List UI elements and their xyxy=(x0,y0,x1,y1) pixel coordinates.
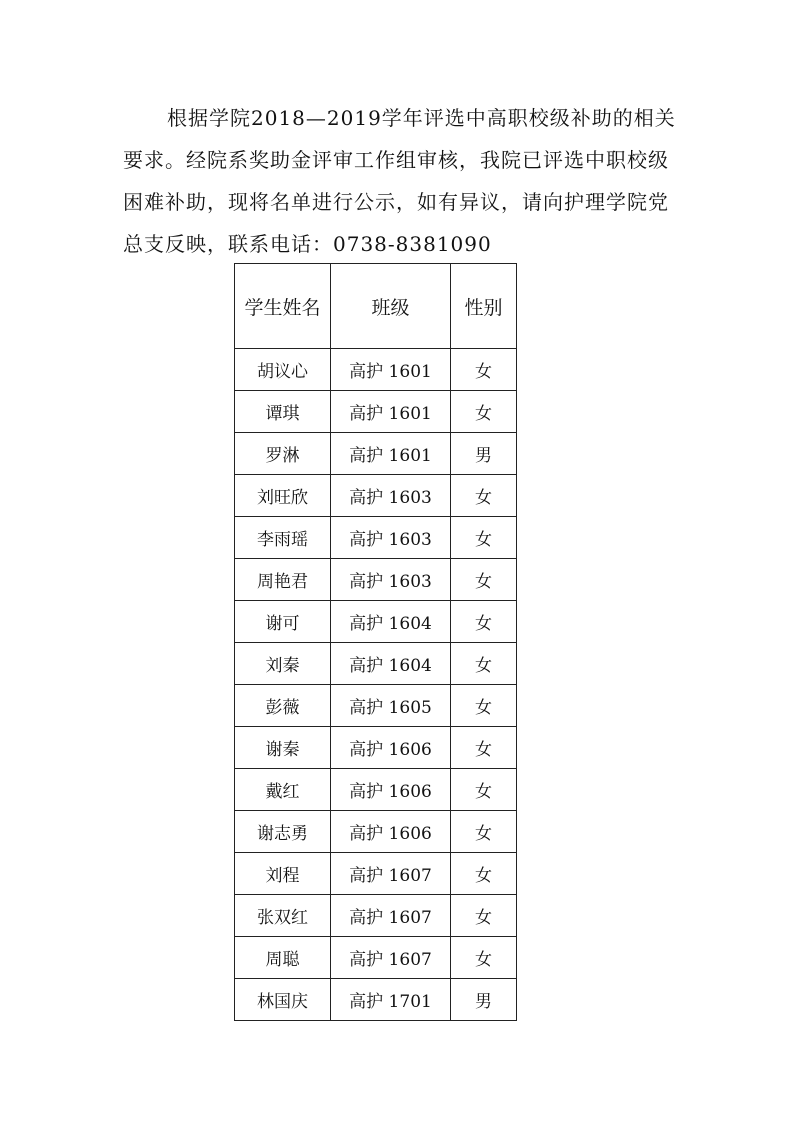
student-gender: 女 xyxy=(451,685,517,727)
student-class: 高护 1701 xyxy=(331,979,451,1021)
table-row xyxy=(235,559,517,601)
student-gender: 女 xyxy=(451,559,517,601)
student-name: 李雨瑶 xyxy=(235,517,331,559)
student-class: 高护 1601 xyxy=(331,349,451,391)
student-name: 谢秦 xyxy=(235,727,331,769)
student-class: 高护 1603 xyxy=(331,517,451,559)
student-gender: 女 xyxy=(451,475,517,517)
notice-line: 根据学院2018—2019学年评选中高职校级补助的相关 xyxy=(167,106,676,130)
student-name: 林国庆 xyxy=(235,979,331,1021)
student-class: 高护 1601 xyxy=(331,391,451,433)
student-gender: 男 xyxy=(451,979,517,1021)
table-row xyxy=(235,811,517,853)
student-gender: 女 xyxy=(451,601,517,643)
table-row xyxy=(235,937,517,979)
notice-line: 要求。经院系奖助金评审工作组审核，我院已评选中职校级 xyxy=(123,148,669,172)
table-row xyxy=(235,853,517,895)
notice-line: 总支反映，联系电话：0738-8381090 xyxy=(123,232,492,256)
student-list-table xyxy=(234,263,517,1021)
student-gender: 女 xyxy=(451,643,517,685)
student-name: 刘程 xyxy=(235,853,331,895)
student-name: 周聪 xyxy=(235,937,331,979)
table-row xyxy=(235,643,517,685)
student-class: 高护 1605 xyxy=(331,685,451,727)
student-class: 高护 1607 xyxy=(331,895,451,937)
student-name: 周艳君 xyxy=(235,559,331,601)
student-gender: 女 xyxy=(451,391,517,433)
student-name: 谢可 xyxy=(235,601,331,643)
student-class: 高护 1606 xyxy=(331,811,451,853)
student-name: 胡议心 xyxy=(235,349,331,391)
student-gender: 女 xyxy=(451,853,517,895)
header-class: 班级 xyxy=(331,264,451,349)
student-gender: 女 xyxy=(451,811,517,853)
table-row xyxy=(235,895,517,937)
student-name: 戴红 xyxy=(235,769,331,811)
table-row xyxy=(235,433,517,475)
student-gender: 女 xyxy=(451,517,517,559)
table-row xyxy=(235,727,517,769)
student-name: 罗淋 xyxy=(235,433,331,475)
student-class: 高护 1607 xyxy=(331,937,451,979)
header-student-name: 学生姓名 xyxy=(235,264,331,349)
student-gender: 女 xyxy=(451,937,517,979)
table-row xyxy=(235,601,517,643)
table-row xyxy=(235,517,517,559)
table-row xyxy=(235,979,517,1021)
student-class: 高护 1603 xyxy=(331,559,451,601)
student-name: 彭薇 xyxy=(235,685,331,727)
student-gender: 女 xyxy=(451,895,517,937)
student-class: 高护 1604 xyxy=(331,643,451,685)
student-name: 张双红 xyxy=(235,895,331,937)
table-row xyxy=(235,475,517,517)
student-class: 高护 1601 xyxy=(331,433,451,475)
student-gender: 女 xyxy=(451,349,517,391)
student-class: 高护 1603 xyxy=(331,475,451,517)
notice-paragraph xyxy=(123,97,683,265)
student-name: 谭琪 xyxy=(235,391,331,433)
student-name: 谢志勇 xyxy=(235,811,331,853)
table-header-row xyxy=(235,264,517,349)
header-gender: 性别 xyxy=(451,264,517,349)
notice-line: 困难补助，现将名单进行公示，如有异议，请向护理学院党 xyxy=(123,190,669,214)
table-row xyxy=(235,769,517,811)
student-class: 高护 1607 xyxy=(331,853,451,895)
table-row xyxy=(235,349,517,391)
student-class: 高护 1606 xyxy=(331,727,451,769)
student-name: 刘旺欣 xyxy=(235,475,331,517)
student-name: 刘秦 xyxy=(235,643,331,685)
table-row xyxy=(235,685,517,727)
table-row xyxy=(235,391,517,433)
student-gender: 女 xyxy=(451,769,517,811)
student-gender: 男 xyxy=(451,433,517,475)
student-class: 高护 1604 xyxy=(331,601,451,643)
student-gender: 女 xyxy=(451,727,517,769)
student-class: 高护 1606 xyxy=(331,769,451,811)
